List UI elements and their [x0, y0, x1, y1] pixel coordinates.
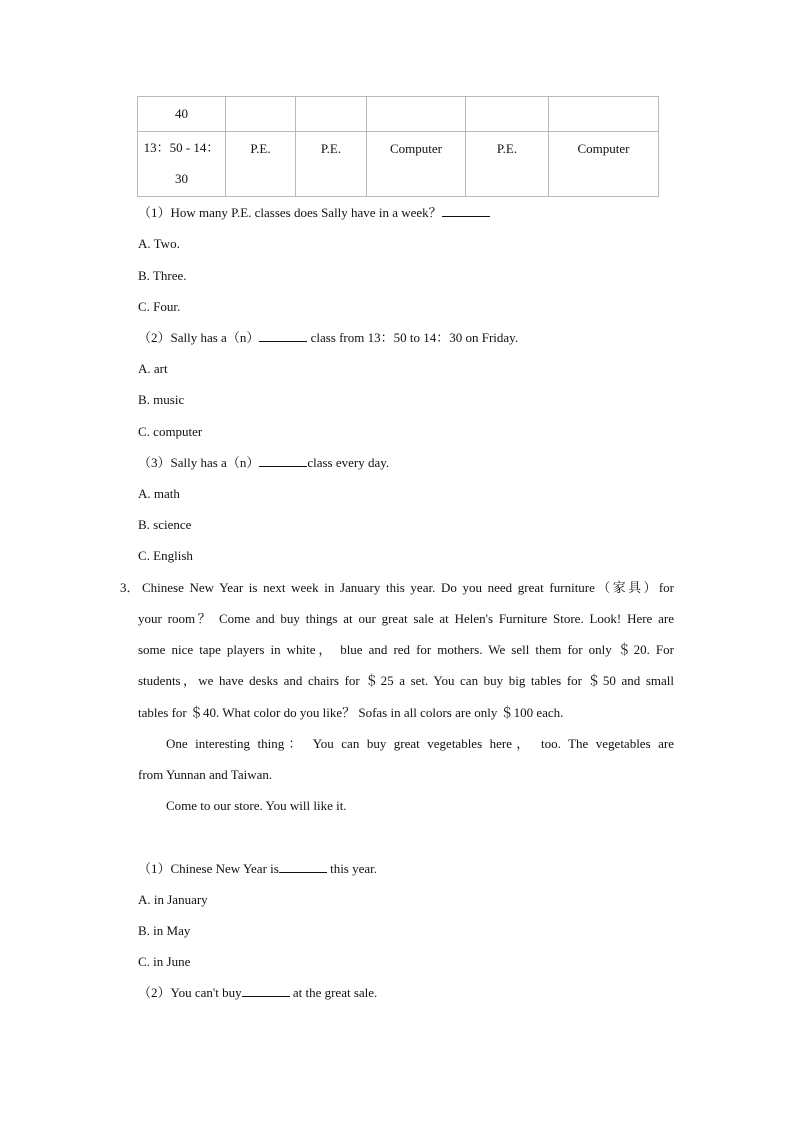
option-b: B. in May — [138, 923, 191, 938]
passage-question-1 — [138, 859, 377, 879]
table-cell — [466, 97, 549, 132]
answer-blank — [259, 453, 307, 467]
answer-blank — [442, 203, 490, 217]
question-text: （1）How many P.E. classes does Sally have in a week？ — [138, 205, 442, 220]
answer-blank — [242, 983, 290, 997]
passage-number: 3． — [120, 580, 140, 595]
table-cell: P.E. — [226, 132, 296, 197]
question-text: （1）Chinese New Year is — [138, 861, 279, 876]
passage-line: some nice tape players in white， blue and red for mothers. We sell them for only ＄20. For — [138, 642, 674, 657]
option-a: A. art — [138, 361, 168, 376]
passage-line: Chinese New Year is next week in January this year. Do you need great furniture（家具）for — [142, 580, 674, 595]
passage-line: Come to our store. You will like it. — [166, 798, 347, 813]
table-cell — [367, 97, 466, 132]
table-row — [138, 132, 659, 197]
question-2 — [138, 328, 518, 348]
option-a: A. in January — [138, 892, 208, 907]
passage-question-2 — [138, 983, 377, 1003]
option-b: B. music — [138, 392, 185, 407]
table-cell — [549, 97, 659, 132]
time-end: 30 — [175, 171, 188, 186]
class-schedule-table — [137, 96, 659, 197]
time-cell — [138, 132, 226, 197]
option-c: C. English — [138, 548, 193, 563]
question-text: （3）Sally has a（n） — [138, 455, 260, 470]
question-text-end: at the great sale. — [289, 985, 378, 1000]
option-b: B. Three. — [138, 268, 187, 283]
table-cell: Computer — [549, 132, 659, 197]
question-1 — [138, 203, 490, 223]
table-cell: P.E. — [466, 132, 549, 197]
passage-line: from Yunnan and Taiwan. — [138, 767, 273, 782]
option-c: C. in June — [138, 954, 191, 969]
table-cell — [226, 97, 296, 132]
table-cell: 40 — [138, 97, 226, 132]
answer-blank — [259, 328, 307, 342]
option-c: C. Four. — [138, 299, 181, 314]
question-text-end: class every day. — [307, 455, 390, 470]
passage-line: tables for ＄40. What color do you like？ Sofas in all colors are only ＄100 each. — [138, 705, 564, 720]
passage-line: students，we have desks and chairs for ＄25 a set. You can buy big tables for ＄50 and small — [138, 673, 674, 688]
table-cell: Computer — [367, 132, 466, 197]
table-row — [138, 97, 659, 132]
time-start: 13：50 - 14： — [143, 140, 220, 155]
question-text: （2）You can't buy — [138, 985, 242, 1000]
table-cell: P.E. — [296, 132, 367, 197]
passage-line: One interesting thing： You can buy great vegetables here， too. The vegetables are — [166, 736, 674, 751]
option-c: C. computer — [138, 424, 203, 439]
question-3 — [138, 453, 389, 473]
option-b: B. science — [138, 517, 192, 532]
question-text-end: class from 13：50 to 14：30 on Friday. — [307, 330, 519, 345]
answer-blank — [279, 859, 327, 873]
option-a: A. Two. — [138, 236, 180, 251]
question-text: （2）Sally has a（n） — [138, 330, 260, 345]
question-text-end: this year. — [326, 861, 378, 876]
option-a: A. math — [138, 486, 180, 501]
table-cell — [296, 97, 367, 132]
passage-line: your room？ Come and buy things at our great sale at Helen's Furniture Store. Look! Here are — [138, 611, 674, 626]
